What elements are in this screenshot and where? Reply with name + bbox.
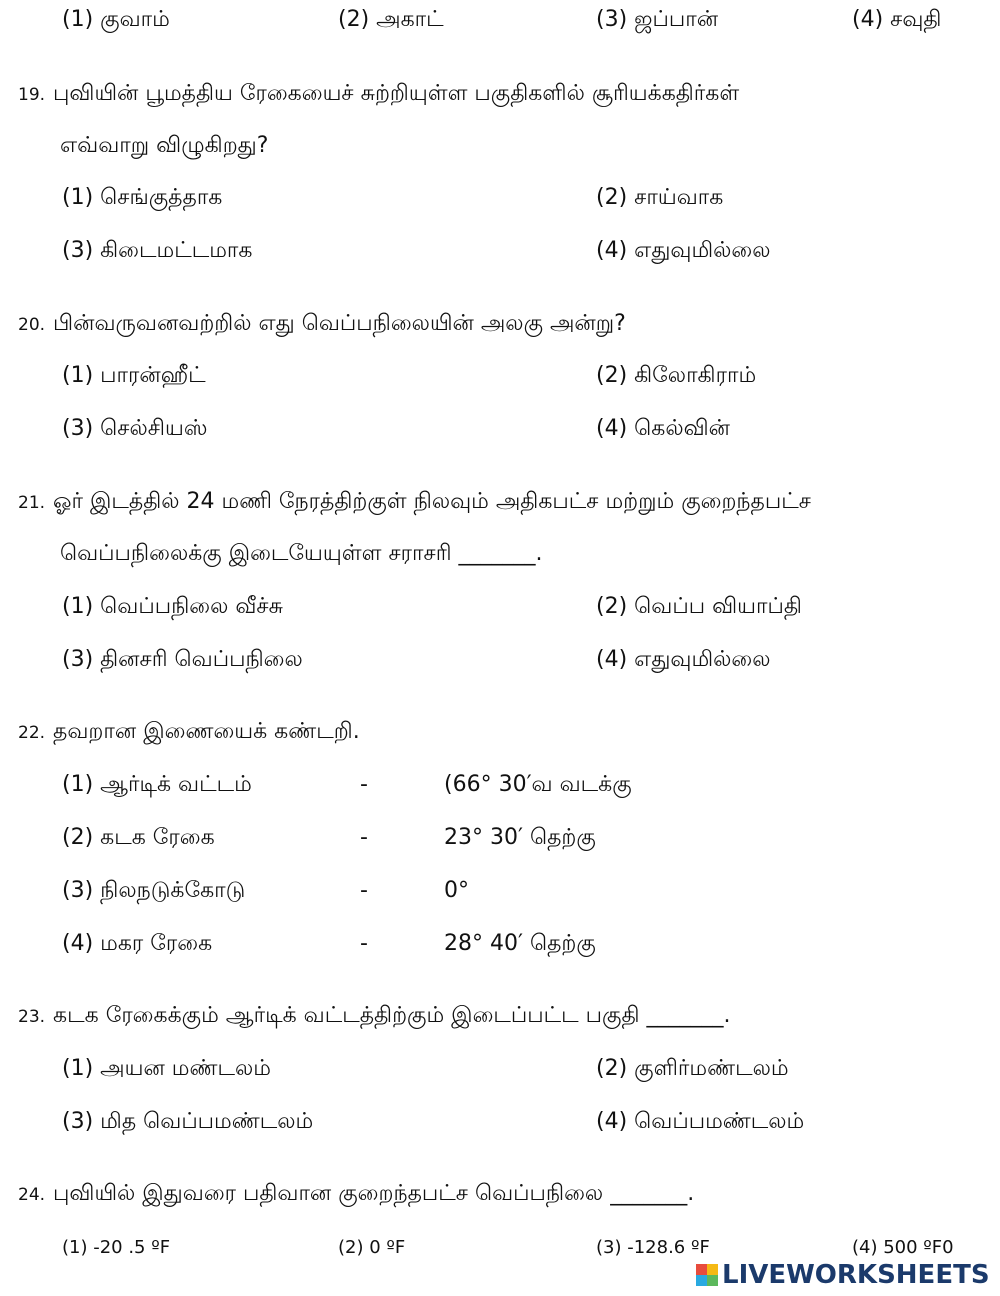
q22-row-2-dash: - [360, 825, 368, 850]
q23-option-3: (3) மித வெப்பமண்டலம் [62, 1109, 314, 1134]
logo-square-1 [696, 1264, 707, 1275]
q19-text-line1: புவியின் பூமத்திய ரேகையைச் சுற்றியுள்ள பகுதிகளில் சூரியக்கதிர்கள் [53, 81, 740, 106]
q19-option-1: (1) செங்குத்தாக [62, 185, 223, 210]
q22-row-3-value: 0° [444, 878, 469, 903]
q20-option-4: (4) கெல்வின் [596, 416, 730, 441]
q18-option-3: (3) ஜப்பான் [596, 7, 719, 32]
q24-option-3: (3) -128.6 ºF [596, 1237, 710, 1258]
q22-row-2-value: 23° 30′ தெற்கு [444, 825, 596, 850]
q24-question [18, 1180, 694, 1209]
q19-number: 19. [18, 85, 46, 105]
q22-row-1-dash: - [360, 772, 368, 797]
q20-option-2: (2) கிலோகிராம் [596, 363, 757, 388]
q24-option-4: (4) 500 ºF0 [852, 1237, 954, 1258]
q21-option-4: (4) எதுவுமில்லை [596, 647, 771, 672]
q22-row-3-dash: - [360, 878, 368, 903]
q21-text-line1: ஓர் இடத்தில் 24 மணி நேரத்திற்குள் நிலவும் அதிகபட்ச மற்றும் குறைந்தபட்ச [53, 489, 811, 514]
q23-question [18, 1002, 730, 1031]
q22-text-line1: தவறான இணையைக் கண்டறி. [53, 719, 360, 744]
q22-row-4-label: (4) மகர ரேகை [62, 931, 213, 956]
q22-row-1-value: (66° 30′வ வடக்கு [444, 772, 632, 797]
q21-option-1: (1) வெப்பநிலை வீச்சு [62, 594, 283, 619]
logo-square-3 [696, 1275, 707, 1286]
q21-option-3: (3) தினசரி வெப்பநிலை [62, 647, 303, 672]
q23-text-line1: கடக ரேகைக்கும் ஆர்டிக் வட்டத்திற்கும் இடைப்பட்ட பகுதி _______. [53, 1003, 731, 1028]
q22-number: 22. [18, 723, 46, 743]
q18-option-1: (1) குவாம் [62, 7, 170, 32]
q24-option-1: (1) -20 .5 ºF [62, 1237, 171, 1258]
q24-option-2: (2) 0 ºF [338, 1237, 406, 1258]
q23-option-1: (1) அயன மண்டலம் [62, 1056, 271, 1081]
q18-option-2: (2) அகாட் [338, 7, 444, 32]
q22-question [18, 718, 360, 747]
q21-text-line2: வெப்பநிலைக்கு இடையேயுள்ள சராசரி _______. [60, 541, 543, 566]
q20-option-1: (1) பாரன்ஹீட் [62, 363, 206, 388]
q23-option-2: (2) குளிர்மண்டலம் [596, 1056, 789, 1081]
q22-row-1-label: (1) ஆர்டிக் வட்டம் [62, 772, 252, 797]
q21-option-2: (2) வெப்ப வியாப்தி [596, 594, 802, 619]
liveworksheets-logo [696, 1260, 990, 1290]
q22-row-4-value: 28° 40′ தெற்கு [444, 931, 596, 956]
q24-text-line1: புவியில் இதுவரை பதிவான குறைந்தபட்ச வெப்பநிலை _______. [53, 1181, 695, 1206]
q22-row-4-dash: - [360, 931, 368, 956]
q19-option-4: (4) எதுவுமில்லை [596, 238, 771, 263]
q20-question [18, 310, 626, 339]
q23-number: 23. [18, 1007, 46, 1027]
q22-row-2-label: (2) கடக ரேகை [62, 825, 215, 850]
q19-option-3: (3) கிடைமட்டமாக [62, 238, 253, 263]
logo-mark-icon [696, 1264, 718, 1286]
q22-row-3-label: (3) நிலநடுக்கோடு [62, 878, 246, 903]
logo-square-4 [707, 1275, 718, 1286]
q19-option-2: (2) சாய்வாக [596, 185, 724, 210]
q19-text-line2: எவ்வாறு விழுகிறது? [60, 133, 269, 158]
q20-number: 20. [18, 315, 46, 335]
q19-question [18, 80, 739, 109]
q24-number: 24. [18, 1185, 46, 1205]
q23-option-4: (4) வெப்பமண்டலம் [596, 1109, 805, 1134]
q21-question [18, 488, 811, 517]
brand-text: LIVEWORKSHEETS [722, 1260, 990, 1290]
logo-square-2 [707, 1264, 718, 1275]
q21-number: 21. [18, 493, 46, 513]
q18-option-4: (4) சவுதி [852, 7, 942, 32]
q20-text-line1: பின்வருவனவற்றில் எது வெப்பநிலையின் அலகு அன்று? [53, 311, 626, 336]
q20-option-3: (3) செல்சியஸ் [62, 416, 208, 441]
